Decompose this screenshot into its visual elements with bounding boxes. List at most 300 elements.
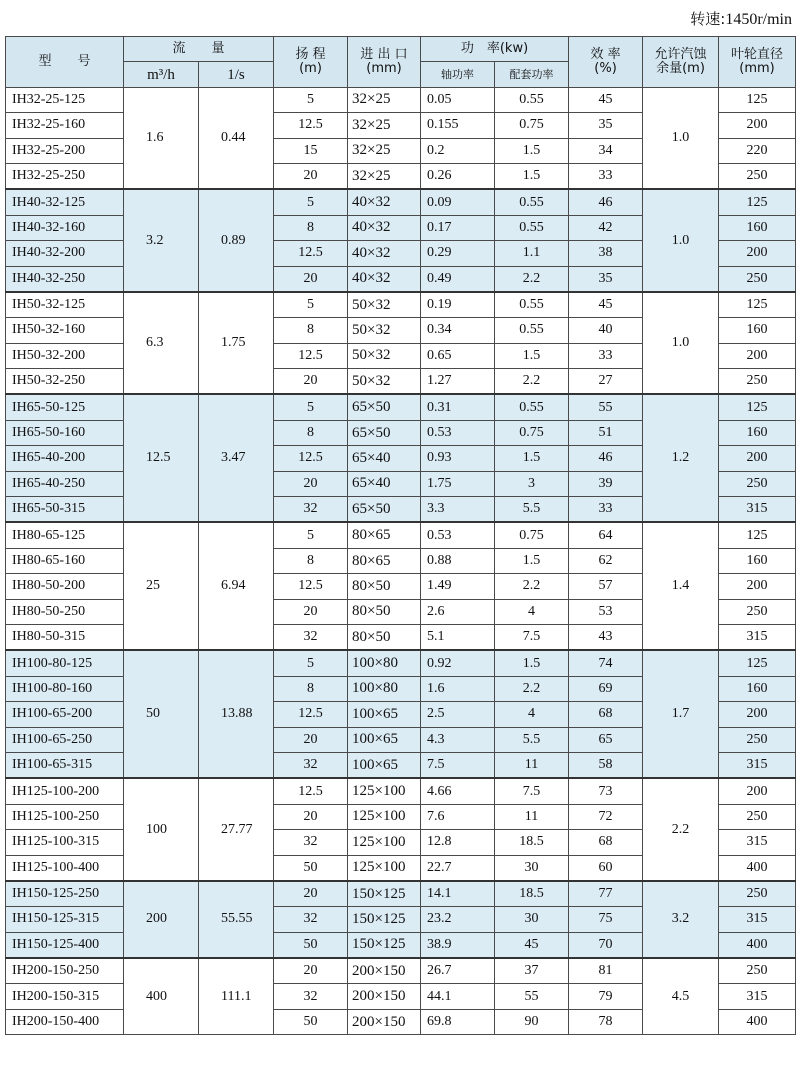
cell-head: 5 <box>274 394 348 420</box>
cell-inlet-size: 150×125 <box>348 932 421 958</box>
cell-efficiency: 45 <box>569 87 643 112</box>
cell-head: 20 <box>274 471 348 496</box>
cell-model: IH32-25-250 <box>6 163 124 189</box>
cell-inlet-size: 80×50 <box>348 624 421 650</box>
cell-head: 15 <box>274 138 348 163</box>
cell-efficiency: 81 <box>569 958 643 984</box>
cell-model: IH32-25-125 <box>6 87 124 112</box>
cell-model: IH100-65-315 <box>6 752 124 778</box>
cell-inlet-size: 200×150 <box>348 1009 421 1034</box>
cell-flow-ls: 27.77 <box>199 778 274 881</box>
table-row <box>6 292 796 318</box>
cell-motor-power: 1.5 <box>495 446 569 471</box>
cell-inlet-size: 100×65 <box>348 702 421 727</box>
cell-head: 32 <box>274 907 348 932</box>
table-row <box>6 881 796 907</box>
header-efficiency: 效 率 (%) <box>569 37 643 88</box>
cell-motor-power: 3 <box>495 471 569 496</box>
cell-motor-power: 7.5 <box>495 778 569 804</box>
cell-impeller: 200 <box>719 343 796 368</box>
cell-inlet-size: 125×100 <box>348 778 421 804</box>
cell-shaft-power: 69.8 <box>421 1009 495 1034</box>
cell-shaft-power: 0.19 <box>421 292 495 318</box>
cell-shaft-power: 7.6 <box>421 804 495 829</box>
cell-impeller: 315 <box>719 497 796 523</box>
cell-inlet-size: 80×50 <box>348 574 421 599</box>
cell-shaft-power: 3.3 <box>421 497 495 523</box>
cell-head: 32 <box>274 752 348 778</box>
cell-model: IH65-50-160 <box>6 420 124 445</box>
cell-model: IH200-150-400 <box>6 1009 124 1034</box>
cell-model: IH150-125-400 <box>6 932 124 958</box>
header-model: 型 号 <box>6 37 124 88</box>
cell-motor-power: 0.55 <box>495 189 569 215</box>
cell-impeller: 125 <box>719 650 796 676</box>
table-body <box>6 87 796 1034</box>
cell-head: 8 <box>274 676 348 701</box>
cell-head: 20 <box>274 881 348 907</box>
table-row <box>6 522 796 548</box>
cell-impeller: 400 <box>719 932 796 958</box>
cell-npsh: 1.0 <box>643 189 719 292</box>
cell-impeller: 250 <box>719 958 796 984</box>
cell-motor-power: 1.5 <box>495 650 569 676</box>
cell-motor-power: 4 <box>495 702 569 727</box>
cell-model: IH65-40-250 <box>6 471 124 496</box>
cell-head: 5 <box>274 87 348 112</box>
cell-impeller: 200 <box>719 113 796 138</box>
header-flow-m3h: m³/h <box>124 62 199 87</box>
cell-npsh: 3.2 <box>643 881 719 958</box>
cell-flow-m3h: 12.5 <box>124 394 199 522</box>
cell-efficiency: 68 <box>569 702 643 727</box>
cell-model: IH100-80-160 <box>6 676 124 701</box>
pump-spec-table <box>5 36 796 1035</box>
cell-model: IH200-150-250 <box>6 958 124 984</box>
cell-head: 20 <box>274 163 348 189</box>
cell-inlet-size: 65×40 <box>348 446 421 471</box>
cell-inlet-size: 40×32 <box>348 266 421 292</box>
cell-inlet-size: 125×100 <box>348 804 421 829</box>
cell-head: 32 <box>274 497 348 523</box>
cell-motor-power: 0.75 <box>495 420 569 445</box>
cell-head: 20 <box>274 727 348 752</box>
cell-head: 5 <box>274 189 348 215</box>
cell-shaft-power: 2.5 <box>421 702 495 727</box>
cell-shaft-power: 0.26 <box>421 163 495 189</box>
cell-inlet-size: 32×25 <box>348 87 421 112</box>
cell-model: IH32-25-200 <box>6 138 124 163</box>
cell-efficiency: 39 <box>569 471 643 496</box>
cell-model: IH100-65-250 <box>6 727 124 752</box>
cell-npsh: 1.0 <box>643 292 719 395</box>
cell-impeller: 250 <box>719 471 796 496</box>
cell-shaft-power: 4.3 <box>421 727 495 752</box>
cell-motor-power: 1.5 <box>495 343 569 368</box>
cell-flow-ls: 0.44 <box>199 87 274 189</box>
table-row <box>6 778 796 804</box>
cell-shaft-power: 0.93 <box>421 446 495 471</box>
cell-inlet-size: 125×100 <box>348 855 421 881</box>
cell-motor-power: 2.2 <box>495 369 569 395</box>
cell-inlet-size: 80×50 <box>348 599 421 624</box>
cell-model: IH80-50-200 <box>6 574 124 599</box>
cell-motor-power: 2.2 <box>495 574 569 599</box>
cell-model: IH80-50-315 <box>6 624 124 650</box>
cell-head: 20 <box>274 958 348 984</box>
cell-efficiency: 57 <box>569 574 643 599</box>
cell-motor-power: 0.55 <box>495 215 569 240</box>
cell-efficiency: 40 <box>569 318 643 343</box>
cell-impeller: 315 <box>719 907 796 932</box>
cell-flow-m3h: 3.2 <box>124 189 199 292</box>
cell-model: IH40-32-200 <box>6 241 124 266</box>
cell-inlet-size: 100×80 <box>348 650 421 676</box>
cell-head: 12.5 <box>274 702 348 727</box>
cell-motor-power: 1.5 <box>495 138 569 163</box>
cell-efficiency: 62 <box>569 548 643 573</box>
cell-motor-power: 0.55 <box>495 292 569 318</box>
cell-model: IH50-32-125 <box>6 292 124 318</box>
cell-efficiency: 38 <box>569 241 643 266</box>
cell-inlet-size: 50×32 <box>348 292 421 318</box>
cell-shaft-power: 0.49 <box>421 266 495 292</box>
cell-shaft-power: 14.1 <box>421 881 495 907</box>
cell-impeller: 315 <box>719 624 796 650</box>
header-inlet: 进 出 口 (mm) <box>348 37 421 88</box>
rotation-speed <box>690 8 792 29</box>
header-flow: 流 量 <box>124 37 274 62</box>
cell-inlet-size: 100×65 <box>348 727 421 752</box>
cell-inlet-size: 80×65 <box>348 548 421 573</box>
cell-model: IH40-32-160 <box>6 215 124 240</box>
cell-inlet-size: 32×25 <box>348 138 421 163</box>
cell-efficiency: 46 <box>569 446 643 471</box>
header-npsh: 允许汽蚀 余量(m) <box>643 37 719 88</box>
cell-shaft-power: 0.34 <box>421 318 495 343</box>
cell-impeller: 220 <box>719 138 796 163</box>
cell-model: IH125-100-315 <box>6 830 124 855</box>
cell-impeller: 160 <box>719 215 796 240</box>
cell-shaft-power: 0.17 <box>421 215 495 240</box>
cell-efficiency: 58 <box>569 752 643 778</box>
cell-efficiency: 60 <box>569 855 643 881</box>
cell-head: 50 <box>274 1009 348 1034</box>
cell-motor-power: 11 <box>495 804 569 829</box>
cell-flow-m3h: 100 <box>124 778 199 881</box>
cell-inlet-size: 40×32 <box>348 189 421 215</box>
cell-impeller: 125 <box>719 87 796 112</box>
cell-inlet-size: 65×50 <box>348 497 421 523</box>
cell-impeller: 160 <box>719 676 796 701</box>
cell-impeller: 400 <box>719 855 796 881</box>
cell-efficiency: 73 <box>569 778 643 804</box>
cell-model: IH200-150-315 <box>6 984 124 1009</box>
cell-flow-ls: 0.89 <box>199 189 274 292</box>
cell-shaft-power: 0.2 <box>421 138 495 163</box>
cell-efficiency: 33 <box>569 497 643 523</box>
cell-impeller: 250 <box>719 804 796 829</box>
cell-motor-power: 37 <box>495 958 569 984</box>
cell-shaft-power: 0.53 <box>421 420 495 445</box>
cell-head: 12.5 <box>274 778 348 804</box>
header-head: 扬 程 (m) <box>274 37 348 88</box>
cell-efficiency: 78 <box>569 1009 643 1034</box>
cell-motor-power: 4 <box>495 599 569 624</box>
cell-motor-power: 2.2 <box>495 676 569 701</box>
cell-shaft-power: 0.65 <box>421 343 495 368</box>
cell-impeller: 200 <box>719 574 796 599</box>
header-power: 功 率(kw) <box>421 37 569 62</box>
table-row <box>6 650 796 676</box>
cell-efficiency: 72 <box>569 804 643 829</box>
cell-impeller: 160 <box>719 548 796 573</box>
cell-npsh: 4.5 <box>643 958 719 1035</box>
cell-inlet-size: 40×32 <box>348 241 421 266</box>
cell-shaft-power: 5.1 <box>421 624 495 650</box>
cell-head: 12.5 <box>274 446 348 471</box>
cell-motor-power: 0.55 <box>495 87 569 112</box>
cell-impeller: 200 <box>719 778 796 804</box>
cell-shaft-power: 2.6 <box>421 599 495 624</box>
cell-shaft-power: 44.1 <box>421 984 495 1009</box>
cell-head: 50 <box>274 932 348 958</box>
header-motor-power: 配套功率 <box>495 62 569 87</box>
cell-shaft-power: 12.8 <box>421 830 495 855</box>
cell-model: IH100-65-200 <box>6 702 124 727</box>
table-row <box>6 189 796 215</box>
cell-motor-power: 0.55 <box>495 318 569 343</box>
cell-efficiency: 46 <box>569 189 643 215</box>
cell-head: 32 <box>274 984 348 1009</box>
cell-model: IH125-100-400 <box>6 855 124 881</box>
cell-efficiency: 35 <box>569 113 643 138</box>
cell-model: IH40-32-250 <box>6 266 124 292</box>
table-row <box>6 394 796 420</box>
cell-npsh: 1.2 <box>643 394 719 522</box>
cell-inlet-size: 150×125 <box>348 881 421 907</box>
table-header <box>6 37 796 88</box>
cell-inlet-size: 40×32 <box>348 215 421 240</box>
cell-motor-power: 90 <box>495 1009 569 1034</box>
cell-inlet-size: 65×50 <box>348 420 421 445</box>
cell-npsh: 1.7 <box>643 650 719 778</box>
cell-head: 8 <box>274 215 348 240</box>
cell-motor-power: 30 <box>495 907 569 932</box>
cell-flow-m3h: 50 <box>124 650 199 778</box>
cell-motor-power: 1.5 <box>495 548 569 573</box>
cell-head: 32 <box>274 624 348 650</box>
speed-label: 转速: <box>690 10 726 28</box>
cell-inlet-size: 65×50 <box>348 394 421 420</box>
cell-efficiency: 70 <box>569 932 643 958</box>
cell-impeller: 200 <box>719 702 796 727</box>
cell-flow-ls: 3.47 <box>199 394 274 522</box>
cell-impeller: 125 <box>719 394 796 420</box>
cell-model: IH50-32-200 <box>6 343 124 368</box>
cell-model: IH32-25-160 <box>6 113 124 138</box>
cell-shaft-power: 0.31 <box>421 394 495 420</box>
cell-impeller: 315 <box>719 830 796 855</box>
cell-inlet-size: 65×40 <box>348 471 421 496</box>
cell-npsh: 1.0 <box>643 87 719 189</box>
cell-efficiency: 33 <box>569 163 643 189</box>
cell-motor-power: 7.5 <box>495 624 569 650</box>
cell-shaft-power: 1.49 <box>421 574 495 599</box>
cell-head: 8 <box>274 420 348 445</box>
cell-inlet-size: 50×32 <box>348 343 421 368</box>
cell-shaft-power: 1.6 <box>421 676 495 701</box>
table-row <box>6 958 796 984</box>
header-shaft-power: 轴功率 <box>421 62 495 87</box>
cell-head: 12.5 <box>274 241 348 266</box>
cell-flow-m3h: 25 <box>124 522 199 650</box>
cell-head: 32 <box>274 830 348 855</box>
cell-flow-ls: 1.75 <box>199 292 274 395</box>
table-row <box>6 87 796 112</box>
cell-inlet-size: 80×65 <box>348 522 421 548</box>
cell-efficiency: 43 <box>569 624 643 650</box>
cell-inlet-size: 150×125 <box>348 907 421 932</box>
cell-inlet-size: 200×150 <box>348 958 421 984</box>
cell-flow-ls: 13.88 <box>199 650 274 778</box>
cell-efficiency: 69 <box>569 676 643 701</box>
cell-motor-power: 18.5 <box>495 881 569 907</box>
cell-head: 12.5 <box>274 574 348 599</box>
cell-motor-power: 1.5 <box>495 163 569 189</box>
cell-impeller: 200 <box>719 241 796 266</box>
cell-flow-m3h: 400 <box>124 958 199 1035</box>
cell-impeller: 160 <box>719 318 796 343</box>
cell-impeller: 250 <box>719 369 796 395</box>
cell-motor-power: 0.75 <box>495 113 569 138</box>
cell-shaft-power: 23.2 <box>421 907 495 932</box>
cell-motor-power: 1.1 <box>495 241 569 266</box>
cell-impeller: 400 <box>719 1009 796 1034</box>
cell-inlet-size: 100×80 <box>348 676 421 701</box>
cell-efficiency: 34 <box>569 138 643 163</box>
cell-efficiency: 45 <box>569 292 643 318</box>
cell-flow-ls: 6.94 <box>199 522 274 650</box>
cell-motor-power: 11 <box>495 752 569 778</box>
cell-efficiency: 33 <box>569 343 643 368</box>
cell-efficiency: 51 <box>569 420 643 445</box>
cell-head: 20 <box>274 266 348 292</box>
cell-npsh: 2.2 <box>643 778 719 881</box>
cell-impeller: 125 <box>719 522 796 548</box>
cell-efficiency: 75 <box>569 907 643 932</box>
cell-head: 5 <box>274 650 348 676</box>
cell-model: IH65-50-315 <box>6 497 124 523</box>
cell-efficiency: 35 <box>569 266 643 292</box>
cell-efficiency: 55 <box>569 394 643 420</box>
header-impeller: 叶轮直径 (mm) <box>719 37 796 88</box>
cell-flow-ls: 55.55 <box>199 881 274 958</box>
cell-efficiency: 68 <box>569 830 643 855</box>
cell-efficiency: 74 <box>569 650 643 676</box>
cell-model: IH125-100-250 <box>6 804 124 829</box>
cell-efficiency: 42 <box>569 215 643 240</box>
cell-npsh: 1.4 <box>643 522 719 650</box>
cell-shaft-power: 0.88 <box>421 548 495 573</box>
cell-model: IH50-32-160 <box>6 318 124 343</box>
cell-head: 12.5 <box>274 343 348 368</box>
cell-head: 20 <box>274 804 348 829</box>
cell-shaft-power: 0.05 <box>421 87 495 112</box>
cell-shaft-power: 1.75 <box>421 471 495 496</box>
cell-motor-power: 45 <box>495 932 569 958</box>
cell-impeller: 315 <box>719 984 796 1009</box>
cell-model: IH80-65-160 <box>6 548 124 573</box>
cell-inlet-size: 32×25 <box>348 163 421 189</box>
cell-head: 20 <box>274 599 348 624</box>
cell-shaft-power: 1.27 <box>421 369 495 395</box>
cell-flow-m3h: 1.6 <box>124 87 199 189</box>
cell-model: IH40-32-125 <box>6 189 124 215</box>
cell-head: 20 <box>274 369 348 395</box>
cell-flow-ls: 111.1 <box>199 958 274 1035</box>
cell-model: IH65-40-200 <box>6 446 124 471</box>
cell-efficiency: 27 <box>569 369 643 395</box>
cell-model: IH65-50-125 <box>6 394 124 420</box>
cell-head: 12.5 <box>274 113 348 138</box>
cell-head: 50 <box>274 855 348 881</box>
cell-head: 5 <box>274 522 348 548</box>
cell-model: IH80-50-250 <box>6 599 124 624</box>
cell-inlet-size: 50×32 <box>348 318 421 343</box>
cell-impeller: 250 <box>719 599 796 624</box>
cell-impeller: 250 <box>719 881 796 907</box>
cell-shaft-power: 0.155 <box>421 113 495 138</box>
cell-shaft-power: 0.53 <box>421 522 495 548</box>
cell-shaft-power: 26.7 <box>421 958 495 984</box>
cell-impeller: 250 <box>719 163 796 189</box>
cell-motor-power: 0.75 <box>495 522 569 548</box>
cell-efficiency: 64 <box>569 522 643 548</box>
cell-flow-m3h: 6.3 <box>124 292 199 395</box>
cell-shaft-power: 0.09 <box>421 189 495 215</box>
cell-model: IH150-125-250 <box>6 881 124 907</box>
cell-motor-power: 18.5 <box>495 830 569 855</box>
cell-motor-power: 2.2 <box>495 266 569 292</box>
cell-model: IH100-80-125 <box>6 650 124 676</box>
cell-motor-power: 5.5 <box>495 497 569 523</box>
cell-head: 8 <box>274 548 348 573</box>
cell-efficiency: 79 <box>569 984 643 1009</box>
cell-shaft-power: 38.9 <box>421 932 495 958</box>
cell-impeller: 160 <box>719 420 796 445</box>
cell-shaft-power: 0.92 <box>421 650 495 676</box>
header-flow-ls: 1/s <box>199 62 274 87</box>
cell-efficiency: 77 <box>569 881 643 907</box>
cell-impeller: 250 <box>719 727 796 752</box>
cell-impeller: 200 <box>719 446 796 471</box>
cell-shaft-power: 4.66 <box>421 778 495 804</box>
cell-head: 8 <box>274 318 348 343</box>
cell-flow-m3h: 200 <box>124 881 199 958</box>
cell-motor-power: 0.55 <box>495 394 569 420</box>
cell-motor-power: 5.5 <box>495 727 569 752</box>
cell-model: IH80-65-125 <box>6 522 124 548</box>
cell-inlet-size: 125×100 <box>348 830 421 855</box>
cell-model: IH125-100-200 <box>6 778 124 804</box>
cell-head: 5 <box>274 292 348 318</box>
cell-efficiency: 53 <box>569 599 643 624</box>
cell-impeller: 250 <box>719 266 796 292</box>
cell-impeller: 125 <box>719 292 796 318</box>
cell-shaft-power: 7.5 <box>421 752 495 778</box>
cell-inlet-size: 100×65 <box>348 752 421 778</box>
